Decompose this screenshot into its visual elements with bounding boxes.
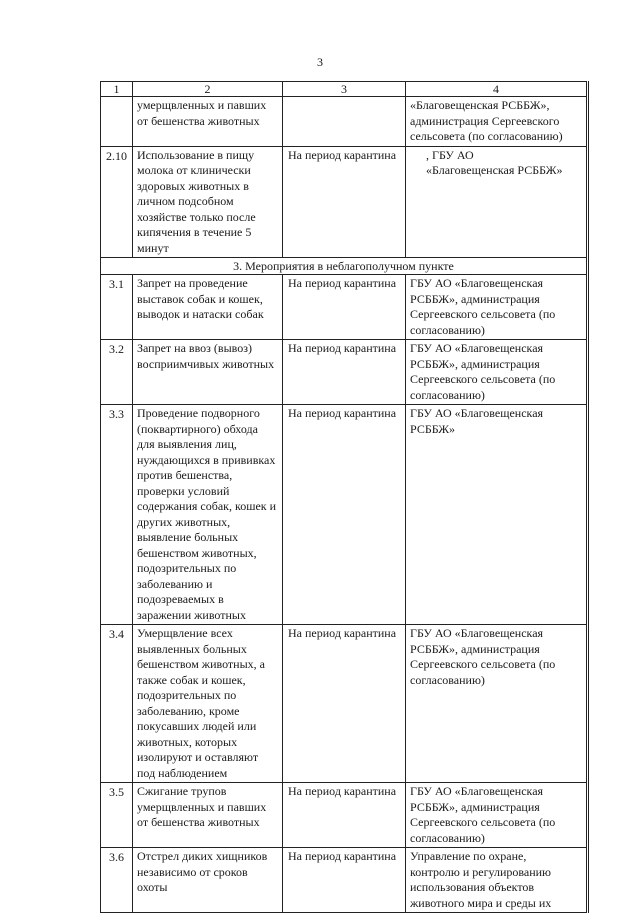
table-row [101, 405, 588, 625]
section-title: 3. Мероприятия в неблагополучном пункте [101, 258, 588, 275]
row-measure: Использование в пищу молока от клинически здоровых животных в личном подсобном хозяйстве только после кипячения в течение 5 минут [133, 146, 283, 258]
row-measure: Сжигание трупов умерщвленных и павших от бешенства животных [133, 783, 283, 848]
page-number: 3 [317, 55, 323, 69]
row-measure: Запрет на проведение выставок собак и кошек, выводок и натаски собак [133, 275, 283, 340]
row-responsible: Управление по охране, контролю и регулированию использования объектов животного мира и среды их [406, 848, 588, 913]
table-row [101, 625, 588, 783]
table-row [101, 146, 588, 258]
row-responsible: ГБУ АО «Благовещенская РСББЖ» [406, 405, 588, 625]
table-header-row [101, 82, 588, 97]
row-measure: Запрет на ввоз (вывоз) восприимчивых животных [133, 340, 283, 405]
header-col-1: 1 [101, 82, 133, 97]
row-responsible: ГБУ АО «Благовещенская РСББЖ», администрация Сергеевского сельсовета (по согласованию) [406, 275, 588, 340]
row-term: На период карантина [283, 146, 406, 258]
table-row [101, 275, 588, 340]
row-number: 3.6 [101, 848, 133, 913]
row-number: 3.1 [101, 275, 133, 340]
row-measure: Отстрел диких хищников независимо от сроков охоты [133, 848, 283, 913]
row-responsible: ГБУ АО «Благовещенская РСББЖ», администрация Сергеевского сельсовета (по согласованию) [406, 625, 588, 783]
row-term: На период карантина [283, 275, 406, 340]
row-measure: Умерщвление всех выявленных больных бешенством животных, а также собак и кошек, подозрительных по заболеванию, кроме покусавших людей или животных, которых изолируют и оставляют под наблюдением [133, 625, 283, 783]
row-number [101, 97, 133, 147]
header-col-3: 3 [283, 82, 406, 97]
table-row [101, 97, 588, 147]
section-row [101, 258, 588, 275]
row-number: 3.4 [101, 625, 133, 783]
row-number: 3.2 [101, 340, 133, 405]
row-number: 3.5 [101, 783, 133, 848]
row-measure: Проведение подворного (поквартирного) обхода для выявления лиц, нуждающихся в прививках против бешенства, проверки условий содержания собак, кошек и других животных, выявление больных бешенством животных, подозрительных по заболеванию и подозреваемых в заражении животных [133, 405, 283, 625]
table-row [101, 783, 588, 848]
row-term: На период карантина [283, 340, 406, 405]
row-measure: умерщвленных и павших от бешенства животных [133, 97, 283, 147]
header-col-2: 2 [133, 82, 283, 97]
table-row [101, 340, 588, 405]
header-col-4: 4 [406, 82, 588, 97]
measures-table [100, 81, 589, 913]
row-number: 3.3 [101, 405, 133, 625]
row-term: На период карантина [283, 783, 406, 848]
row-term: На период карантина [283, 405, 406, 625]
row-responsible: «Благовещенская РСББЖ», администрация Сергеевского сельсовета (по согласованию) [406, 97, 588, 147]
row-term [283, 97, 406, 147]
table-row [101, 848, 588, 913]
row-responsible: ГБУ АО «Благовещенская РСББЖ», администрация Сергеевского сельсовета (по согласованию) [406, 783, 588, 848]
row-term: На период карантина [283, 625, 406, 783]
row-responsible: , ГБУ АО «Благовещенская РСББЖ» [406, 146, 588, 258]
row-responsible: ГБУ АО «Благовещенская РСББЖ», администрация Сергеевского сельсовета (по согласованию) [406, 340, 588, 405]
row-term: На период карантина [283, 848, 406, 913]
row-number: 2.10 [101, 146, 133, 258]
